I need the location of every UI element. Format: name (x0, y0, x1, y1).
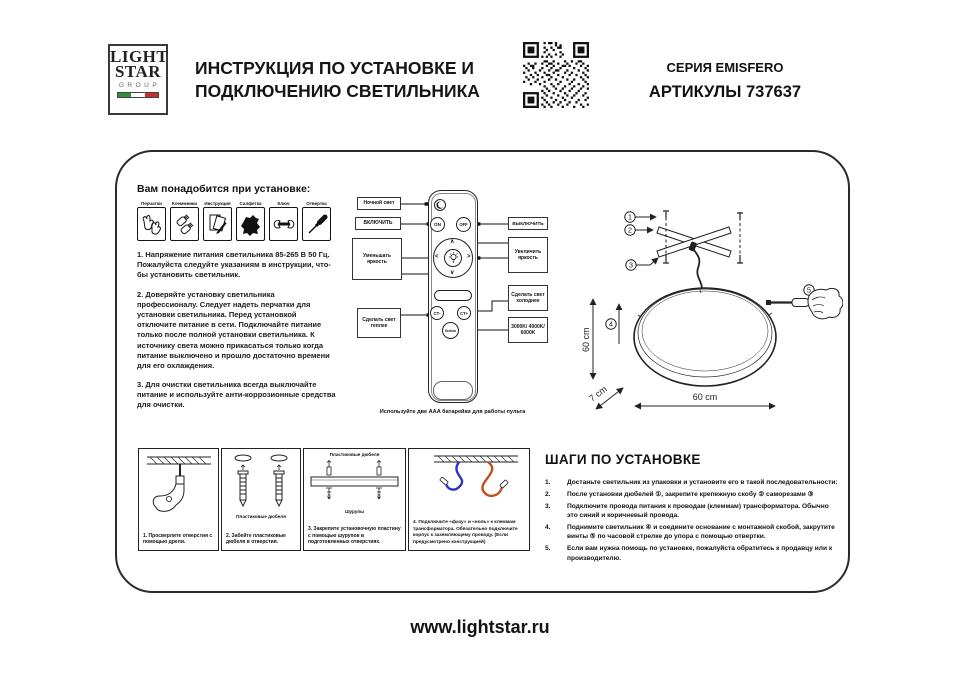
moon-icon (436, 201, 444, 209)
series-info (618, 60, 832, 102)
logo-group: GROUP (118, 81, 161, 89)
install-steps-list (545, 478, 839, 565)
label-night-light: Ночной свет (357, 197, 401, 210)
instruction-icon (203, 207, 232, 241)
arrow-left-icon: < (435, 254, 439, 260)
italian-flag (117, 92, 159, 98)
install-step (545, 478, 839, 487)
label-turn-off: ВЫКЛЮЧИТЬ (508, 217, 548, 230)
remote-batteries-caption: Используйте две AAA батарейки для работы пульта (379, 409, 526, 415)
step-text: Подключите провода питания к проводам (клеммам) трансформатора. Обычно это синий и коричневый провода. (567, 502, 829, 520)
wires-illustration (412, 452, 526, 504)
bulb-button (444, 249, 462, 267)
panel-caption: 2. Забейте пластиковые дюбеля в отверстия. (226, 532, 286, 546)
screwdriver-icon (302, 207, 331, 241)
tool-item (137, 201, 166, 241)
arrow-up-icon: ∧ (450, 239, 455, 245)
panel-label: Пластиковые дюбеля (236, 514, 286, 519)
article-number: АРТИКУЛЫ 737637 (648, 83, 802, 101)
safety-notes (137, 250, 336, 420)
step-number: 4. (545, 523, 551, 531)
step-panel-1 (138, 448, 219, 551)
install-step (545, 523, 839, 542)
logo-star: STAR (114, 61, 162, 81)
tool-item (203, 201, 232, 241)
wrench-icon (269, 207, 298, 241)
dowels-illustration (225, 452, 297, 510)
tool-label: Салфетка (239, 201, 262, 206)
label-warmer-light: Сделать свет теплее (357, 308, 401, 338)
step-number: 2. (545, 490, 551, 498)
panel-caption: 3. Закрепите установочную пластину с помощью шурупов в подготовленных отверстиях. (308, 525, 401, 546)
tool-item (170, 201, 199, 241)
label-decrease-brightness: Уменьшать яркость (352, 238, 402, 280)
callout-3: 3 (628, 260, 634, 270)
install-steps-heading: ШАГИ ПО УСТАНОВКЕ (545, 452, 701, 467)
install-step (545, 544, 839, 563)
on-button: ON (430, 217, 445, 232)
label-color-temperatures: 3000K/ 4000K/ 6000K (508, 317, 548, 343)
qr-code (523, 42, 589, 108)
label-increase-brightness: Увеличить яркость (508, 237, 548, 273)
lamp-body (634, 288, 776, 386)
tool-item (236, 201, 265, 241)
install-step (545, 502, 839, 521)
mounting-bracket (657, 227, 731, 257)
arrow-down-icon: ∨ (450, 270, 455, 276)
dim-height-label: 60 cm (581, 327, 591, 352)
dim-depth-label: 7 cm (587, 383, 609, 404)
step-text: Если вам нужна помощь по установке, пожалуйста обратитесь к продавцу или к производителю. (567, 545, 833, 562)
label-turn-on: ВКЛЮЧИТЬ (355, 217, 401, 230)
tools-row (137, 201, 331, 241)
ct-minus-button: CT- (430, 306, 444, 320)
step-text: Достаньте светильник из упаковки и установите его в такой последовательности: (567, 479, 838, 486)
lightstar-logo (108, 44, 168, 115)
step-number: 5. (545, 545, 551, 553)
phase-wire (446, 462, 462, 490)
tool-label: Клеммники (171, 201, 198, 206)
note-1: 1. Напряжение питания светильника 85-265 В 50 Гц. Пожалуйста следуйте указаниям в инструкции, что-бы установить светильник. (137, 250, 331, 280)
callout-4: 4 (608, 319, 614, 329)
tool-item (302, 201, 331, 241)
step-panels (138, 448, 530, 551)
gloves-icon (137, 207, 166, 241)
tool-label: Перчатки (141, 201, 162, 206)
panel-caption: 1. Просверлите отверстия с помощью дрели. (143, 532, 213, 546)
step-panel-2 (221, 448, 301, 551)
tool-label: Инструкция (204, 201, 231, 206)
tool-label: Ключ (277, 201, 290, 206)
website-url: www.lightstar.ru (410, 617, 550, 637)
lamp-wire (694, 250, 702, 292)
off-button: OFF (456, 217, 471, 232)
callout-5: 5 (806, 285, 812, 295)
logo-light: LIGHT (110, 47, 169, 66)
step-number: 1. (545, 479, 551, 486)
bulb-icon (448, 252, 459, 264)
panel-caption: 4. Подключите «фазу» и «ноль» к клеммам трансформатора. Обязательно подключите корпус к заземляющему проводу. (Если предусмотрено конструкцией) (413, 520, 518, 545)
neutral-wire (482, 462, 502, 496)
drill-illustration (142, 452, 216, 514)
tool-item (269, 201, 298, 241)
series-name: СЕРИЯ EMISFERO (666, 60, 784, 75)
napkin-icon (236, 207, 265, 241)
page-title: ИНСТРУКЦИЯ ПО УСТАНОВКЕ И ПОДКЛЮЧЕНИЮ СВЕТИЛЬНИКА (195, 58, 480, 101)
terminals-icon (170, 207, 199, 241)
install-step (545, 490, 839, 499)
step-number: 3. (545, 502, 551, 510)
step-text: После установки дюбелей ①, закрепите крепежную скобу ② саморезами ③ (567, 490, 814, 498)
step-text: Поднимите светильник ④ и соедините основание с монтажной скобой, закрутите винты ⑤ по часовой стрелке до упора с помощью отвертки. (567, 523, 835, 541)
section-button: Section (442, 322, 459, 339)
tool-label: Отвертка (306, 201, 327, 206)
step-panel-4 (408, 448, 530, 551)
dim-width-label: 60 cm (692, 392, 718, 402)
ct-plus-button: CT+ (457, 306, 471, 320)
panel-label-bottom: Шурупы (344, 508, 365, 514)
note-3: 3. Для очистки светильника всегда выключайте питание и используйте анти-коррозионные средства для очистки. (137, 380, 336, 410)
plate-illustration (307, 459, 402, 505)
panel-label-top: Пластиковые дюбеля (329, 452, 380, 457)
tools-heading: Вам понадобится при установке: (137, 183, 311, 195)
blank-button (434, 290, 472, 301)
lamp-diagram (575, 183, 843, 423)
callout-1: 1 (627, 212, 633, 222)
note-2: 2. Доверяйте установку светильника профессионалу. Следует надеть перчатки для установки светильника. Перед установкой отключите питание в сети. Подключайте питание только после полной установки светильника. К источнику света можно прикасаться только когда питание выключено и прошло достаточно времени для его охлаждения. (137, 289, 330, 370)
label-colder-light: Сделать свет холоднее (508, 285, 548, 311)
step-panel-3 (303, 448, 406, 551)
night-light-button (434, 199, 446, 211)
arrow-right-icon: > (467, 254, 471, 260)
battery-cover (433, 381, 473, 400)
callout-2: 2 (627, 225, 633, 235)
